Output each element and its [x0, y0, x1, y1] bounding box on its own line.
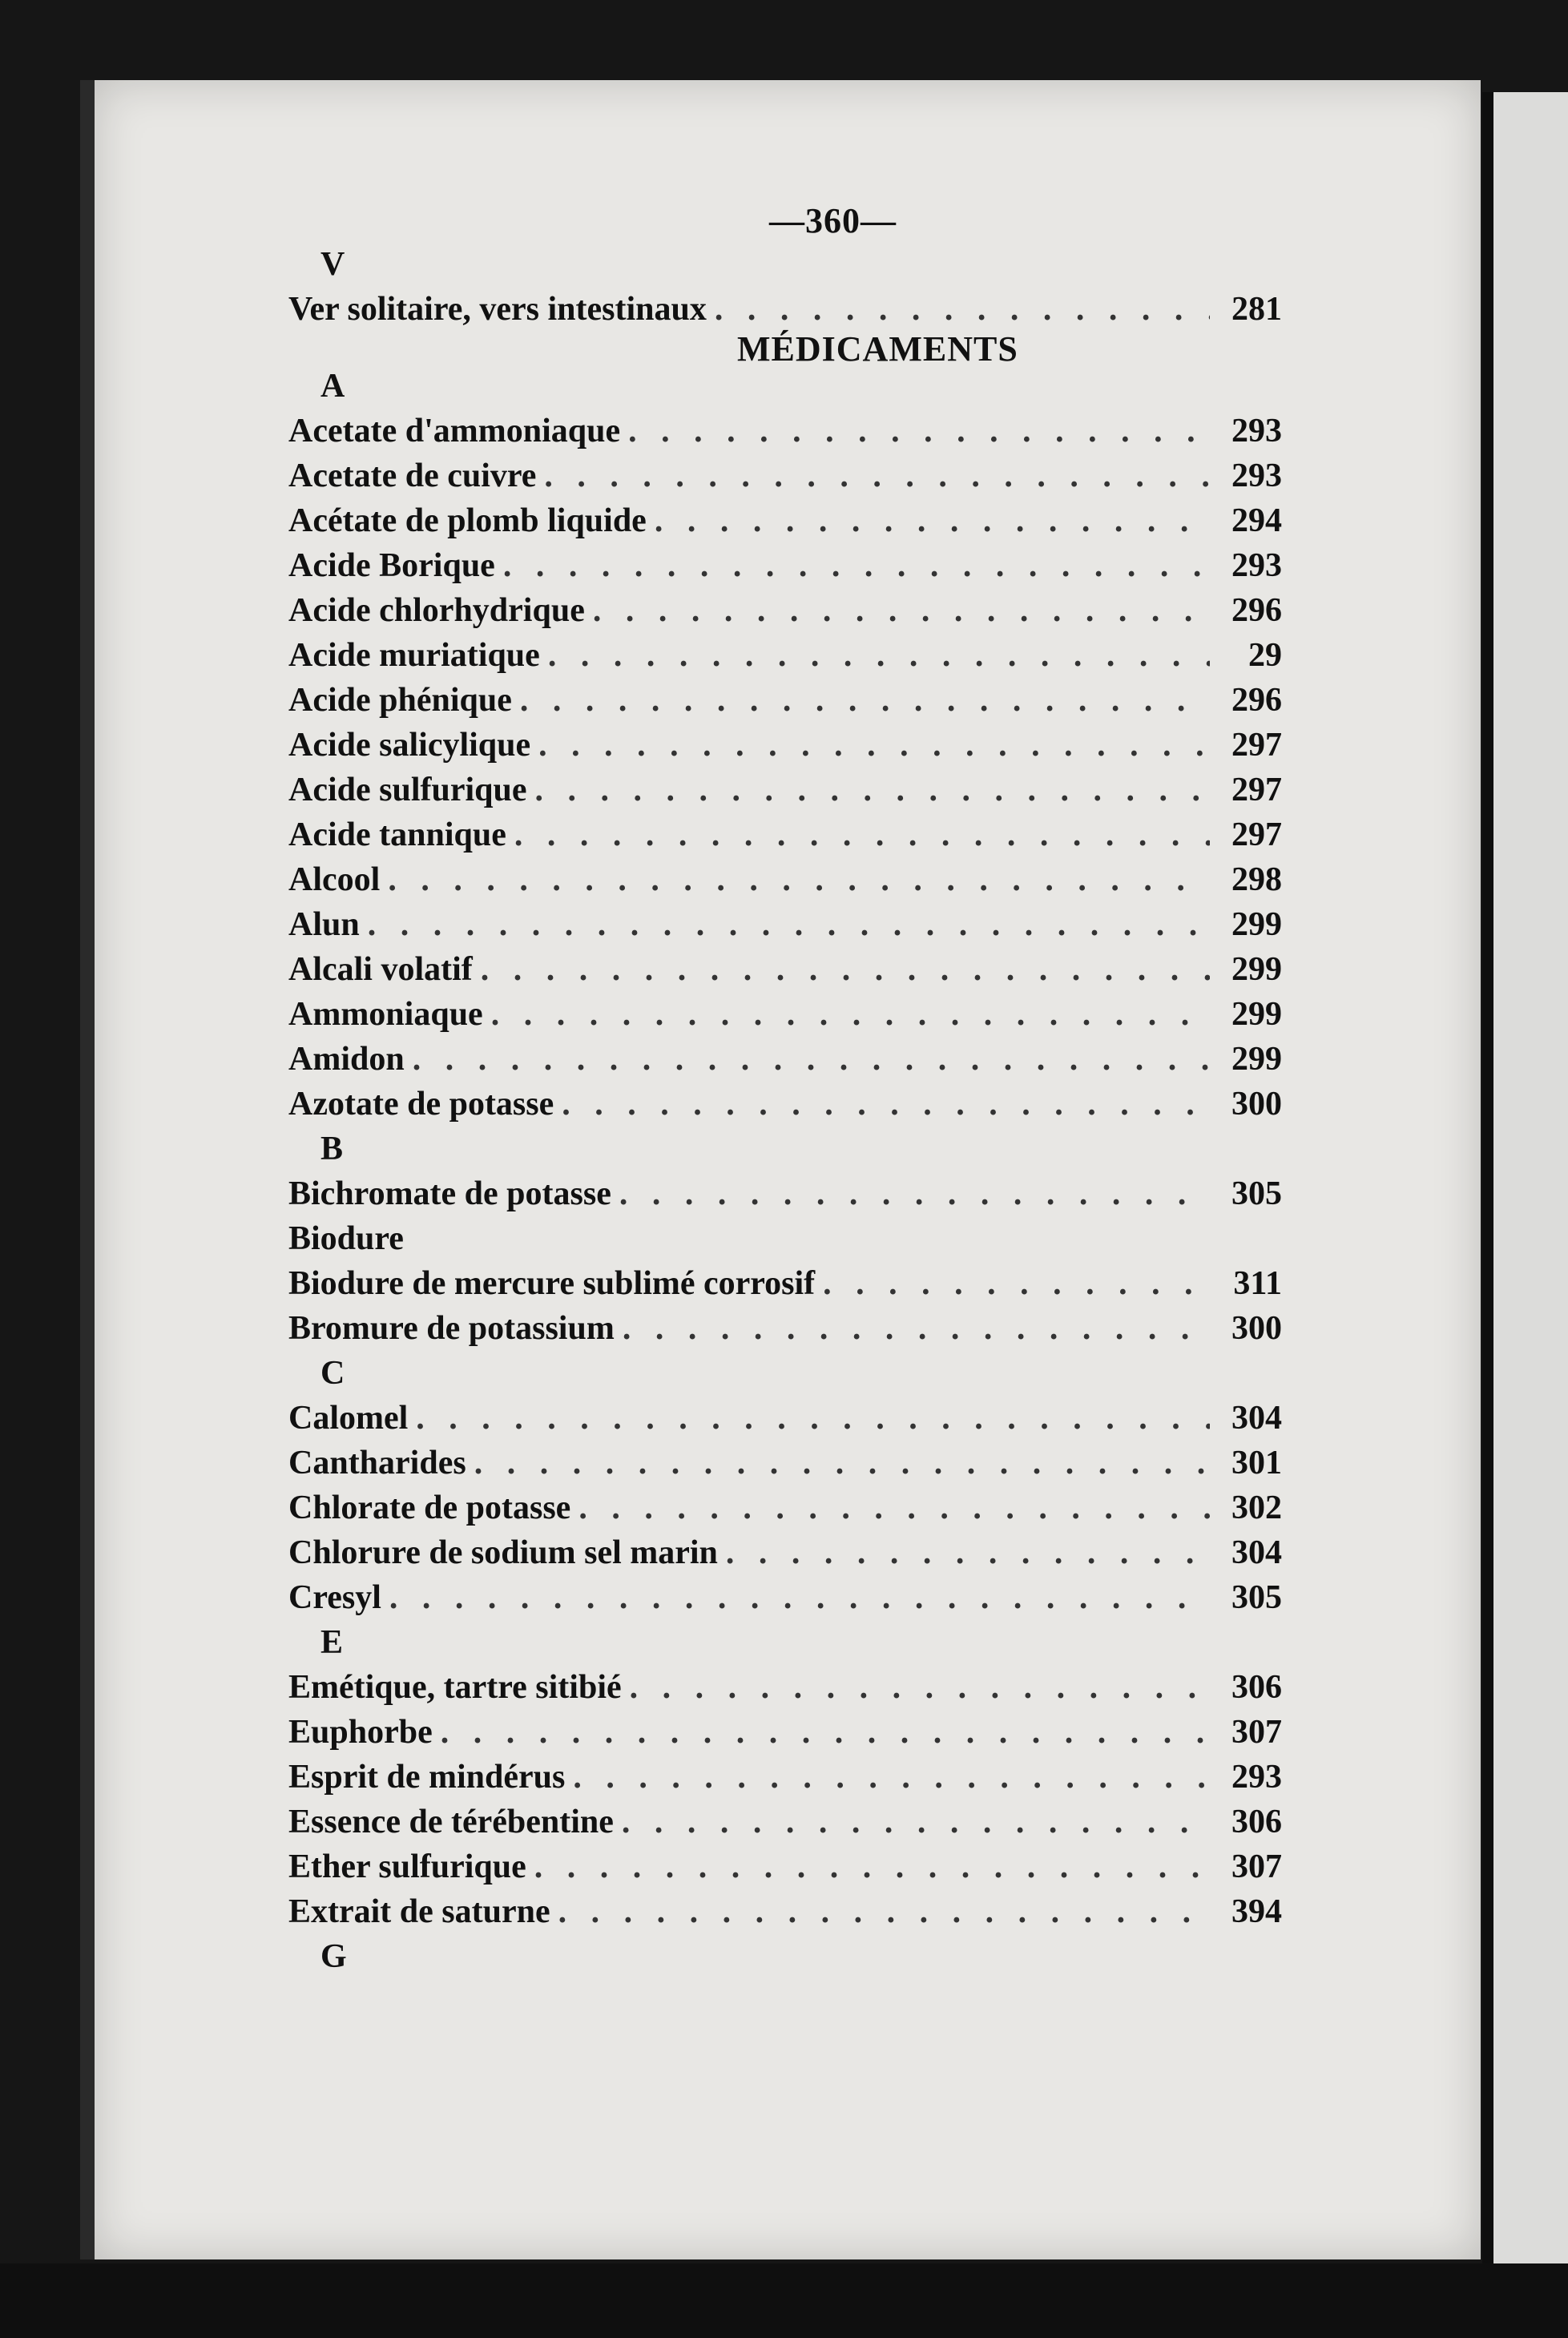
index-entry — [288, 1578, 1282, 1620]
dot-leader — [368, 905, 1210, 944]
index-entry — [288, 950, 1282, 992]
entry-label: Esprit de mindérus — [288, 1759, 566, 1796]
index-entry — [288, 681, 1282, 723]
entry-page-number: 281 — [1231, 291, 1282, 328]
index-entry — [288, 290, 1282, 332]
index-entry — [288, 1219, 1282, 1261]
entry-page-number: 296 — [1231, 592, 1282, 629]
dot-leader — [416, 1399, 1210, 1437]
entry-page-number: 306 — [1231, 1669, 1282, 1706]
entry-label: Extrait de saturne — [288, 1893, 550, 1930]
index-entry — [288, 457, 1282, 498]
index-entry — [288, 1040, 1282, 1082]
section-title: MÉDICAMENTS — [737, 329, 1018, 369]
entry-label: Acide tannique — [288, 816, 506, 853]
entry-label: Amidon — [288, 1041, 405, 1078]
entry-label: Cantharides — [288, 1445, 466, 1481]
entry-page-number: 305 — [1231, 1175, 1282, 1212]
entry-label: Chlorure de sodium sel marin — [288, 1534, 718, 1571]
entry-page-number: 293 — [1231, 458, 1282, 494]
index-entry — [288, 861, 1282, 902]
entry-page-number: 293 — [1231, 547, 1282, 584]
dot-leader — [474, 1444, 1210, 1482]
index-entry — [288, 1668, 1282, 1710]
index-entry — [288, 1309, 1282, 1351]
dot-leader — [622, 1803, 1210, 1841]
index-entry — [288, 726, 1282, 768]
entry-page-number: 299 — [1231, 996, 1282, 1033]
index-entry — [288, 1803, 1282, 1844]
entry-label: Azotate de potasse — [288, 1086, 554, 1123]
scan-border — [0, 2263, 1568, 2338]
index-entry — [288, 1893, 1282, 1934]
entry-label: Alun — [288, 906, 360, 943]
index-entry — [288, 771, 1282, 812]
page-number: —360— — [769, 201, 897, 240]
entry-page-number: 294 — [1231, 502, 1282, 539]
entry-label: Acide Borique — [288, 547, 495, 584]
dot-leader — [823, 1264, 1210, 1303]
dot-leader — [593, 591, 1210, 630]
dot-leader — [544, 457, 1210, 495]
entry-label: Acetate de cuivre — [288, 458, 537, 494]
entry-page-number: 299 — [1231, 1041, 1282, 1078]
index-letter-heading: E — [320, 1624, 344, 1661]
entry-page-number: 307 — [1231, 1848, 1282, 1885]
entry-page-number: 307 — [1231, 1714, 1282, 1751]
index-entry — [288, 816, 1282, 857]
entry-label: Ether sulfurique — [288, 1848, 526, 1885]
entry-label: Acide chlorhydrique — [288, 592, 585, 629]
index-entry — [288, 412, 1282, 453]
entry-page-number: 298 — [1231, 861, 1282, 898]
dot-leader — [535, 771, 1210, 809]
dot-leader — [514, 816, 1210, 854]
index-entry — [288, 1534, 1282, 1575]
index-letter-heading: B — [320, 1131, 344, 1167]
entry-page-number: 394 — [1231, 1893, 1282, 1930]
index-entry — [288, 1713, 1282, 1755]
dot-leader — [388, 861, 1210, 899]
dot-leader — [623, 1309, 1210, 1348]
index-entry — [288, 502, 1282, 543]
dot-leader — [628, 412, 1210, 450]
dot-leader — [481, 950, 1210, 989]
entry-label: Cresyl — [288, 1579, 381, 1616]
dot-leader — [655, 502, 1210, 540]
entry-page-number: 297 — [1231, 772, 1282, 808]
entry-label: Acétate de plomb liquide — [288, 502, 647, 539]
entry-page-number: 29 — [1248, 637, 1282, 674]
entry-label: Bromure de potassium — [288, 1310, 615, 1347]
entry-page-number: 304 — [1231, 1534, 1282, 1571]
entry-page-number: 305 — [1231, 1579, 1282, 1616]
entry-label: Alcali volatif — [288, 951, 473, 988]
dot-leader — [548, 636, 1210, 675]
entry-page-number: 293 — [1231, 1759, 1282, 1796]
entry-page-number: 297 — [1231, 816, 1282, 853]
dot-leader — [630, 1668, 1210, 1707]
entry-label: Acetate d'ammoniaque — [288, 413, 621, 449]
entry-label: Alcool — [288, 861, 381, 898]
entry-label: Bichromate de potasse — [288, 1175, 611, 1212]
entry-label: Biodure de mercure sublimé corrosif — [288, 1265, 816, 1302]
entry-page-number: 311 — [1233, 1265, 1282, 1302]
index-entry — [288, 1399, 1282, 1441]
entry-page-number: 293 — [1231, 413, 1282, 449]
dot-leader — [562, 1085, 1210, 1123]
entry-label: Ammoniaque — [288, 996, 483, 1033]
next-page-edge — [1482, 92, 1568, 2288]
entry-page-number: 299 — [1231, 906, 1282, 943]
entry-label: Ver solitaire, vers intestinaux — [288, 291, 707, 328]
dot-leader — [573, 1758, 1210, 1796]
index-entry — [288, 1758, 1282, 1800]
entry-page-number: 299 — [1231, 951, 1282, 988]
entry-label: Calomel — [288, 1400, 409, 1437]
dot-leader — [389, 1578, 1210, 1617]
index-entry — [288, 1085, 1282, 1127]
dot-leader — [503, 546, 1210, 585]
entry-label: Euphorbe — [288, 1714, 433, 1751]
dot-leader — [538, 726, 1210, 764]
entry-label: Biodure — [288, 1220, 404, 1257]
index-entry — [288, 905, 1282, 947]
dot-leader — [520, 681, 1210, 720]
entry-page-number: 296 — [1231, 682, 1282, 719]
index-entry — [288, 1175, 1282, 1216]
entry-label: Chlorate de potasse — [288, 1489, 571, 1526]
dot-leader — [558, 1893, 1210, 1931]
entry-label: Acide sulfurique — [288, 772, 527, 808]
entry-label: Emétique, tartre sitibié — [288, 1669, 622, 1706]
dot-leader — [491, 995, 1210, 1034]
entry-page-number: 304 — [1231, 1400, 1282, 1437]
index-letter-heading: V — [320, 246, 345, 283]
index-entry — [288, 1848, 1282, 1889]
dot-leader — [578, 1489, 1210, 1527]
dot-leader — [534, 1848, 1210, 1886]
dot-leader — [619, 1175, 1210, 1213]
index-letter-heading: G — [320, 1938, 347, 1975]
index-entry — [288, 591, 1282, 633]
index-letter-heading: A — [320, 368, 345, 405]
entry-label: Essence de térébentine — [288, 1804, 614, 1840]
index-entry — [288, 1444, 1282, 1485]
entry-label: Acide muriatique — [288, 637, 540, 674]
entry-label: Acide phénique — [288, 682, 512, 719]
dot-leader — [726, 1534, 1210, 1572]
entry-page-number: 302 — [1231, 1489, 1282, 1526]
index-entry — [288, 1489, 1282, 1530]
dot-leader — [441, 1713, 1210, 1751]
index-entry — [288, 1264, 1282, 1306]
index-entry — [288, 546, 1282, 588]
index-entry — [288, 995, 1282, 1037]
entry-page-number: 301 — [1231, 1445, 1282, 1481]
entry-page-number: 306 — [1231, 1804, 1282, 1840]
dot-leader — [715, 290, 1210, 329]
index-entry — [288, 636, 1282, 678]
entry-page-number: 297 — [1231, 727, 1282, 764]
entry-page-number: 300 — [1231, 1310, 1282, 1347]
dot-leader — [413, 1040, 1210, 1078]
entry-page-number: 300 — [1231, 1086, 1282, 1123]
index-letter-heading: C — [320, 1355, 345, 1392]
entry-label: Acide salicylique — [288, 727, 531, 764]
